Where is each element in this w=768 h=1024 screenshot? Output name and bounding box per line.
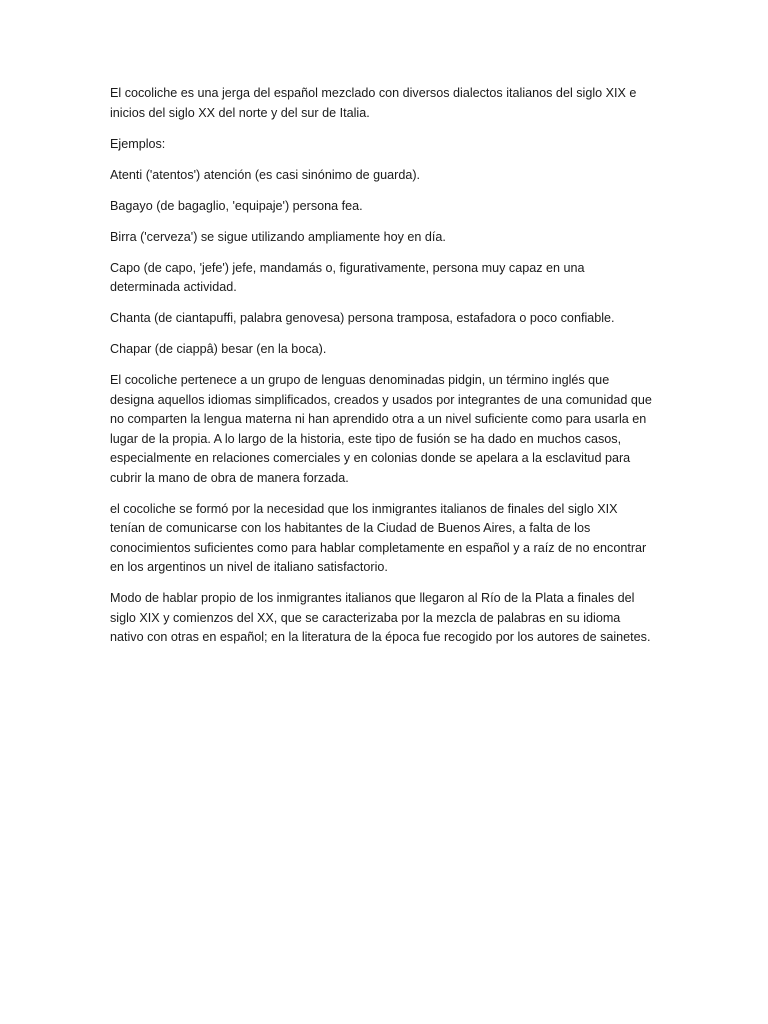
example-capo: Capo (de capo, 'jefe') jefe, mandamás o, figurativamente, persona muy capaz en una determinada actividad.	[110, 260, 585, 294]
document-body	[110, 84, 655, 659]
example-chanta: Chanta (de ciantapuffi, palabra genovesa) persona tramposa, estafadora o poco confiable.	[110, 311, 615, 325]
example-atenti: Atenti ('atentos') atención (es casi sinónimo de guarda).	[110, 167, 421, 182]
example-birra: Birra ('cerveza') se sigue utilizando ampliamente hoy en día.	[110, 229, 446, 244]
paragraph-examples-heading: Ejemplos:	[110, 136, 166, 151]
paragraph-definition: Modo de hablar propio de los inmigrantes italianos que llegaron al Río de la Plata a finales del siglo XIX y comienzos del XX, que se caracterizaba por la mezcla de palabras en su idioma nativo con otras en español; en la literatura de la época fue recogido por los autores de sainetes.	[110, 591, 651, 644]
example-chapar: Chapar (de ciappâ) besar (en la boca).	[110, 342, 327, 356]
paragraph-pidgin: El cocoliche pertenece a un grupo de lenguas denominadas pidgin, un término inglés que designa aquellos idiomas simplificados, creados y usados por integrantes de una comunidad que no comparten la lengua materna ni han aprendido otra a un nivel suficiente como para usarla en lugar de la propia. A lo largo de la historia, este tipo de fusión se ha dado en muchos casos, especialmente en relaciones comerciales y en colonias donde se apelara a la esclavitud para cubrir la mano de obra de manera forzada.	[110, 373, 652, 485]
paragraph-intro: El cocoliche es una jerga del español mezclado con diversos dialectos italianos del siglo XIX e inicios del siglo XX del norte y del sur de Italia.	[110, 86, 637, 120]
example-bagayo: Bagayo (de bagaglio, 'equipaje') persona fea.	[110, 198, 363, 213]
paragraph-formation: el cocoliche se formó por la necesidad que los inmigrantes italianos de finales del siglo XIX tenían de comunicarse con los habitantes de la Ciudad de Buenos Aires, a falta de los conocimientos suficientes como para hablar completamente en español y a raíz de no encontrar en los argentinos un nivel de italiano satisfactorio.	[110, 501, 647, 574]
